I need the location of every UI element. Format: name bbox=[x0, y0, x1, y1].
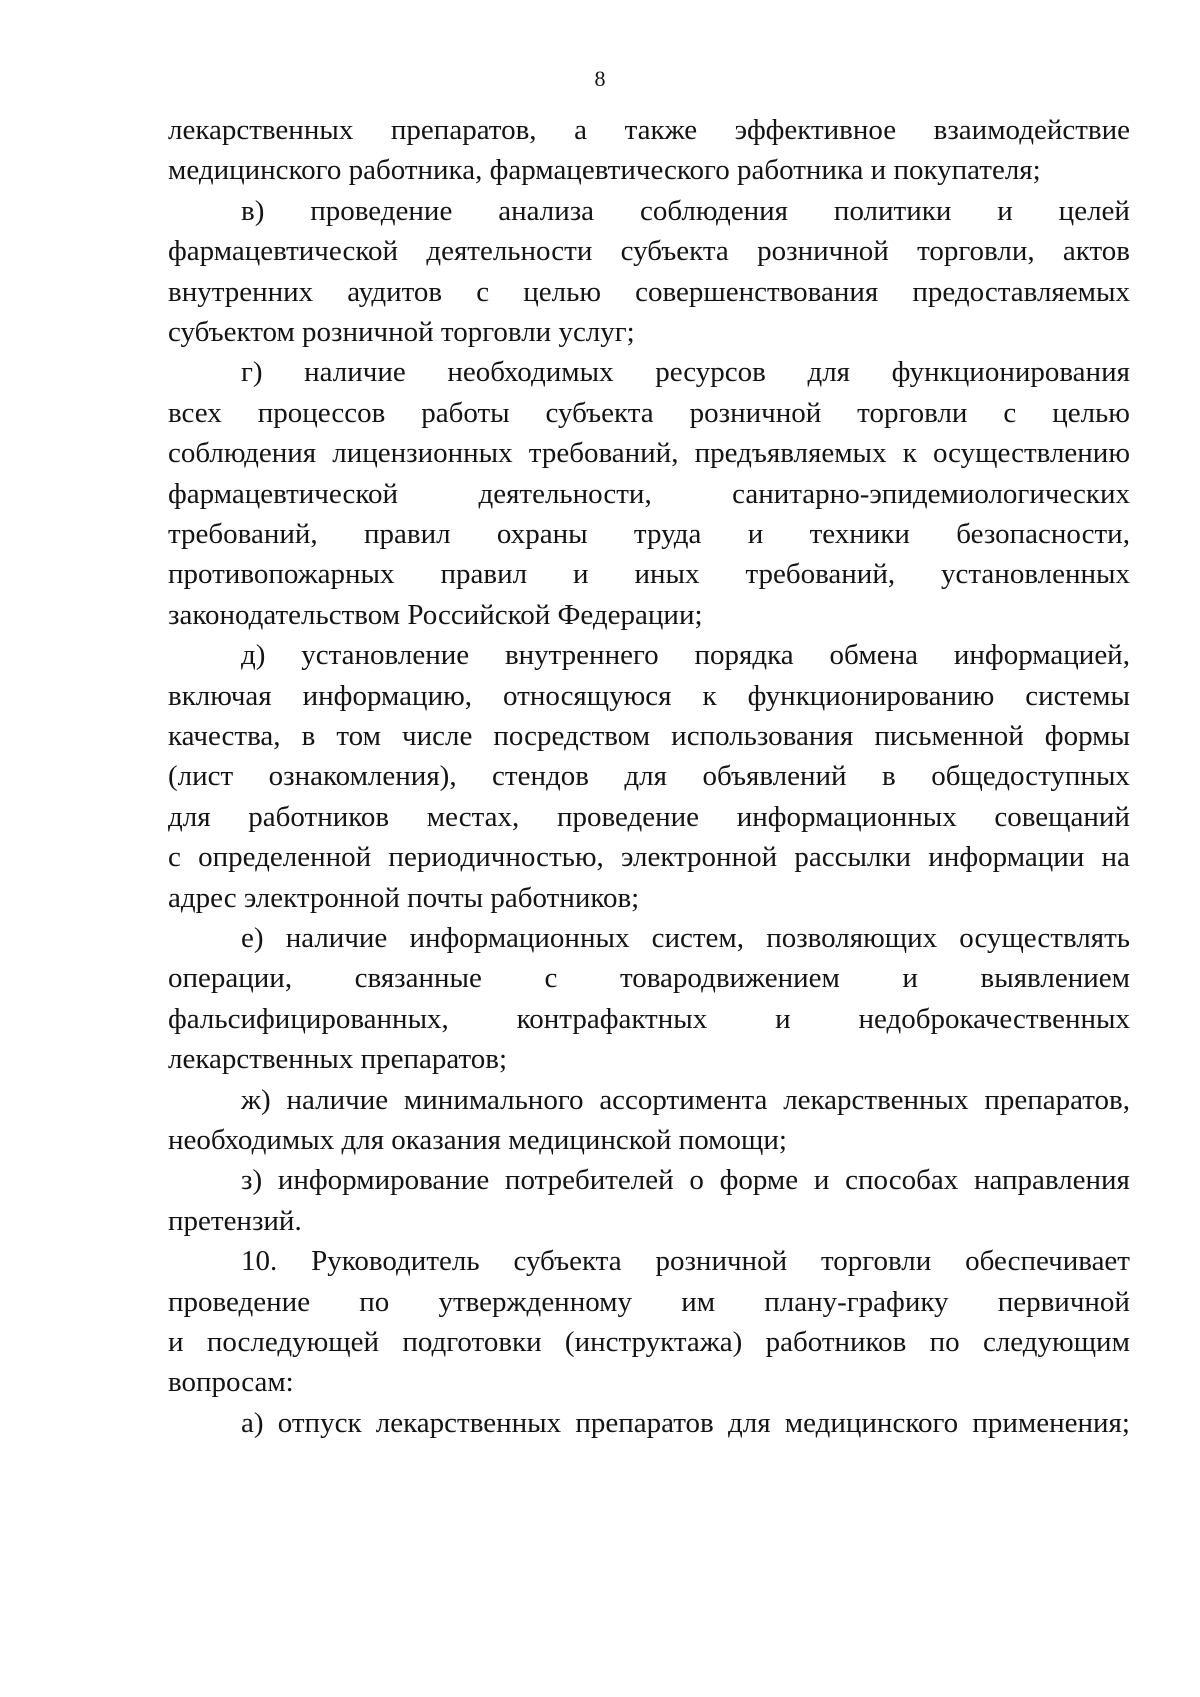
text-line: лекарственных препаратов; bbox=[168, 1043, 508, 1076]
word: и bbox=[775, 1002, 791, 1035]
text-line bbox=[168, 272, 1130, 312]
text-line bbox=[168, 554, 1130, 594]
text-line bbox=[241, 1080, 1130, 1120]
text-line bbox=[241, 1241, 1130, 1281]
word: политики bbox=[833, 194, 952, 227]
word: по bbox=[929, 1326, 960, 1358]
word: совещаний bbox=[994, 800, 1130, 833]
text-line bbox=[241, 1160, 1130, 1200]
word: включая bbox=[168, 679, 272, 712]
word: предъявляемых bbox=[694, 437, 887, 470]
word: фармацевтической bbox=[168, 477, 398, 510]
word: актов bbox=[1062, 235, 1130, 268]
word: утвержденному bbox=[438, 1285, 633, 1318]
word: лекарственных bbox=[168, 114, 354, 146]
word: аудитов bbox=[347, 275, 443, 308]
word: для bbox=[807, 356, 851, 389]
text-line bbox=[168, 958, 1130, 998]
word: том bbox=[336, 720, 381, 752]
text-line bbox=[168, 231, 1130, 271]
word: недоброкачественных bbox=[858, 1002, 1130, 1035]
word: соблюдения bbox=[168, 437, 317, 470]
word: плану-графику bbox=[764, 1285, 949, 1318]
word: и bbox=[813, 1164, 830, 1197]
word: с bbox=[168, 841, 181, 874]
word: а) bbox=[241, 1406, 264, 1439]
word: работников bbox=[248, 800, 390, 833]
text-line: субъектом розничной торговли услуг; bbox=[168, 316, 635, 348]
word: контрафактных bbox=[516, 1002, 708, 1035]
word: санитарно-эпидемиологических bbox=[732, 477, 1130, 510]
word: ж) bbox=[241, 1083, 271, 1116]
text-line bbox=[241, 1403, 1130, 1443]
word: наличие bbox=[286, 1083, 389, 1116]
word: письменной bbox=[874, 720, 1024, 752]
word: анализа bbox=[498, 194, 595, 227]
text-line: законодательством Российской Федерации; bbox=[168, 598, 703, 631]
word: требований, bbox=[745, 558, 896, 591]
word: е) bbox=[241, 922, 264, 954]
word: информационных bbox=[409, 922, 630, 954]
word: субъекта bbox=[545, 396, 654, 429]
word: препаратов, bbox=[390, 114, 537, 146]
word: правил bbox=[440, 558, 528, 591]
word: процессов bbox=[257, 396, 386, 429]
word: форме bbox=[719, 1164, 799, 1197]
word: связанные bbox=[354, 962, 482, 995]
word: внутренних bbox=[168, 275, 314, 308]
word: позволяющих bbox=[766, 922, 938, 954]
word: ознакомления), bbox=[268, 760, 457, 793]
word: для bbox=[168, 800, 211, 833]
word: торговли, bbox=[917, 235, 1035, 268]
word: (лист bbox=[168, 760, 234, 793]
word: наличие bbox=[285, 922, 388, 954]
word: информационных bbox=[736, 800, 957, 833]
word: следующим bbox=[982, 1326, 1130, 1358]
word: системы bbox=[1025, 679, 1130, 712]
word: функционированию bbox=[747, 679, 995, 712]
word: Руководитель bbox=[311, 1245, 480, 1278]
word: безопасности, bbox=[956, 518, 1130, 550]
text-line bbox=[241, 191, 1130, 231]
word: функционирования bbox=[891, 356, 1130, 389]
word: формы bbox=[1044, 720, 1130, 752]
word: предоставляемых bbox=[912, 275, 1130, 308]
word: требований, bbox=[528, 437, 679, 470]
word: посредством bbox=[493, 720, 651, 752]
word: с bbox=[544, 962, 558, 995]
word: требований, bbox=[168, 518, 318, 550]
word: осуществлению bbox=[932, 437, 1130, 470]
word: взаимодействие bbox=[933, 114, 1130, 146]
word: с bbox=[476, 275, 490, 308]
word: первичной bbox=[997, 1285, 1130, 1318]
word: стендов bbox=[492, 760, 589, 793]
text-line: претензий. bbox=[168, 1204, 302, 1237]
word: им bbox=[681, 1285, 716, 1318]
text-line: вопросам: bbox=[168, 1366, 294, 1399]
word: информацию, bbox=[302, 679, 473, 712]
word: рассылки bbox=[794, 841, 912, 874]
word: определенной bbox=[198, 841, 372, 874]
word: установление bbox=[301, 639, 470, 672]
word: товародвижением bbox=[619, 962, 840, 995]
word: совершенствования bbox=[635, 275, 879, 308]
word: на bbox=[1101, 841, 1130, 874]
word: целью bbox=[523, 275, 602, 308]
word: иных bbox=[634, 558, 700, 591]
text-line: необходимых для оказания медицинской помощи; bbox=[168, 1124, 787, 1156]
word: лицензионных bbox=[332, 437, 513, 470]
word: необходимых bbox=[447, 356, 614, 389]
word: эффективное bbox=[734, 114, 897, 146]
text-line bbox=[168, 1322, 1130, 1362]
word: медицинского bbox=[784, 1406, 959, 1439]
word: порядка bbox=[694, 639, 794, 672]
word: фальсифицированных, bbox=[168, 1002, 449, 1035]
text-line: адрес электронной почты работников; bbox=[168, 881, 640, 914]
word: способах bbox=[845, 1164, 959, 1197]
word: проведение bbox=[168, 1285, 311, 1318]
word: субъекта bbox=[620, 235, 729, 268]
word: относящуюся bbox=[503, 679, 672, 712]
word: соблюдения bbox=[639, 194, 789, 227]
word: подготовки bbox=[402, 1326, 542, 1358]
word: выявлением bbox=[980, 962, 1130, 995]
word: направления bbox=[973, 1164, 1130, 1197]
word: информирование bbox=[277, 1164, 490, 1197]
word: общедоступных bbox=[931, 760, 1130, 793]
word: целей bbox=[1058, 194, 1130, 227]
word: а bbox=[574, 114, 587, 146]
word: для bbox=[727, 1406, 771, 1439]
text-line bbox=[168, 1282, 1130, 1322]
word: 10. bbox=[241, 1245, 278, 1278]
word: информации bbox=[928, 841, 1085, 874]
word: розничной bbox=[757, 235, 889, 268]
text-line bbox=[241, 352, 1130, 392]
text-line bbox=[168, 837, 1130, 877]
word: лекарственных bbox=[783, 1083, 969, 1116]
word: к bbox=[702, 679, 717, 712]
word: информацией, bbox=[953, 639, 1130, 672]
word: всех bbox=[168, 396, 222, 429]
word: по bbox=[359, 1285, 390, 1318]
text-line bbox=[168, 999, 1130, 1039]
word: к bbox=[902, 437, 917, 470]
word: работы bbox=[421, 396, 510, 429]
word: правил bbox=[364, 518, 451, 550]
word: для bbox=[624, 760, 667, 793]
word: препаратов bbox=[575, 1406, 714, 1439]
word: электронной bbox=[621, 841, 778, 874]
text-line bbox=[241, 918, 1130, 958]
word: качества, bbox=[168, 720, 281, 752]
word: потребителей bbox=[504, 1164, 674, 1197]
word: объявлений bbox=[702, 760, 847, 793]
word: ассортимента bbox=[599, 1083, 768, 1116]
word: отпуск bbox=[277, 1406, 362, 1439]
word: в bbox=[882, 760, 896, 793]
word: в) bbox=[241, 194, 265, 227]
word: целью bbox=[1052, 396, 1130, 429]
word: фармацевтической bbox=[168, 235, 398, 268]
word: применения; bbox=[972, 1406, 1130, 1439]
word: д) bbox=[241, 639, 266, 672]
word: осуществлять bbox=[959, 922, 1130, 954]
word: с bbox=[1003, 396, 1017, 429]
word: и bbox=[168, 1326, 184, 1358]
word: розничной bbox=[655, 1245, 788, 1278]
word: также bbox=[624, 114, 698, 146]
word: систем, bbox=[651, 922, 745, 954]
word: и bbox=[902, 962, 918, 995]
text-line bbox=[168, 433, 1130, 473]
word: и bbox=[573, 558, 589, 591]
word: работников bbox=[765, 1326, 907, 1358]
word: минимального bbox=[403, 1083, 584, 1116]
word: числе bbox=[402, 720, 473, 752]
word: проведение bbox=[310, 194, 453, 227]
word: внутреннего bbox=[504, 639, 659, 672]
text-line bbox=[168, 393, 1130, 433]
word: использования bbox=[671, 720, 854, 752]
word: обмена bbox=[829, 639, 919, 672]
word: техники bbox=[809, 518, 910, 550]
page-number: 8 bbox=[594, 66, 606, 91]
word: деятельности, bbox=[478, 477, 652, 510]
word: и bbox=[747, 518, 764, 550]
word: препаратов, bbox=[984, 1083, 1130, 1116]
word: охраны bbox=[496, 518, 588, 550]
text-line bbox=[168, 110, 1130, 150]
word: периодичностью, bbox=[388, 841, 604, 874]
word: труда bbox=[633, 518, 702, 550]
word: ресурсов bbox=[655, 356, 766, 389]
text-line bbox=[168, 756, 1130, 796]
text-line bbox=[168, 676, 1130, 716]
word: деятельности bbox=[426, 235, 593, 268]
text-line bbox=[241, 635, 1130, 675]
word: наличие bbox=[304, 356, 406, 389]
word: субъекта bbox=[513, 1245, 622, 1278]
word: противопожарных bbox=[168, 558, 395, 591]
word: операции, bbox=[168, 962, 293, 995]
word: о bbox=[689, 1164, 704, 1197]
text-line bbox=[168, 474, 1130, 514]
text-line: медицинского работника, фармацевтического работника и покупателя; bbox=[168, 154, 1041, 187]
text-line bbox=[168, 797, 1130, 837]
word: г) bbox=[241, 356, 263, 389]
word: местах, bbox=[426, 800, 520, 833]
word: проведение bbox=[556, 800, 700, 833]
word: розничной bbox=[689, 396, 822, 429]
word: в bbox=[301, 720, 316, 752]
word: з) bbox=[241, 1164, 263, 1197]
word: лекарственных bbox=[375, 1406, 562, 1439]
word: последующей bbox=[206, 1326, 380, 1358]
word: торговли bbox=[820, 1245, 932, 1278]
word: (инструктажа) bbox=[564, 1326, 743, 1358]
word: торговли bbox=[857, 396, 968, 429]
word: установленных bbox=[941, 558, 1130, 591]
text-line bbox=[168, 514, 1130, 554]
text-line bbox=[168, 716, 1130, 756]
word: обеспечивает bbox=[965, 1245, 1130, 1278]
word: и bbox=[997, 194, 1013, 227]
